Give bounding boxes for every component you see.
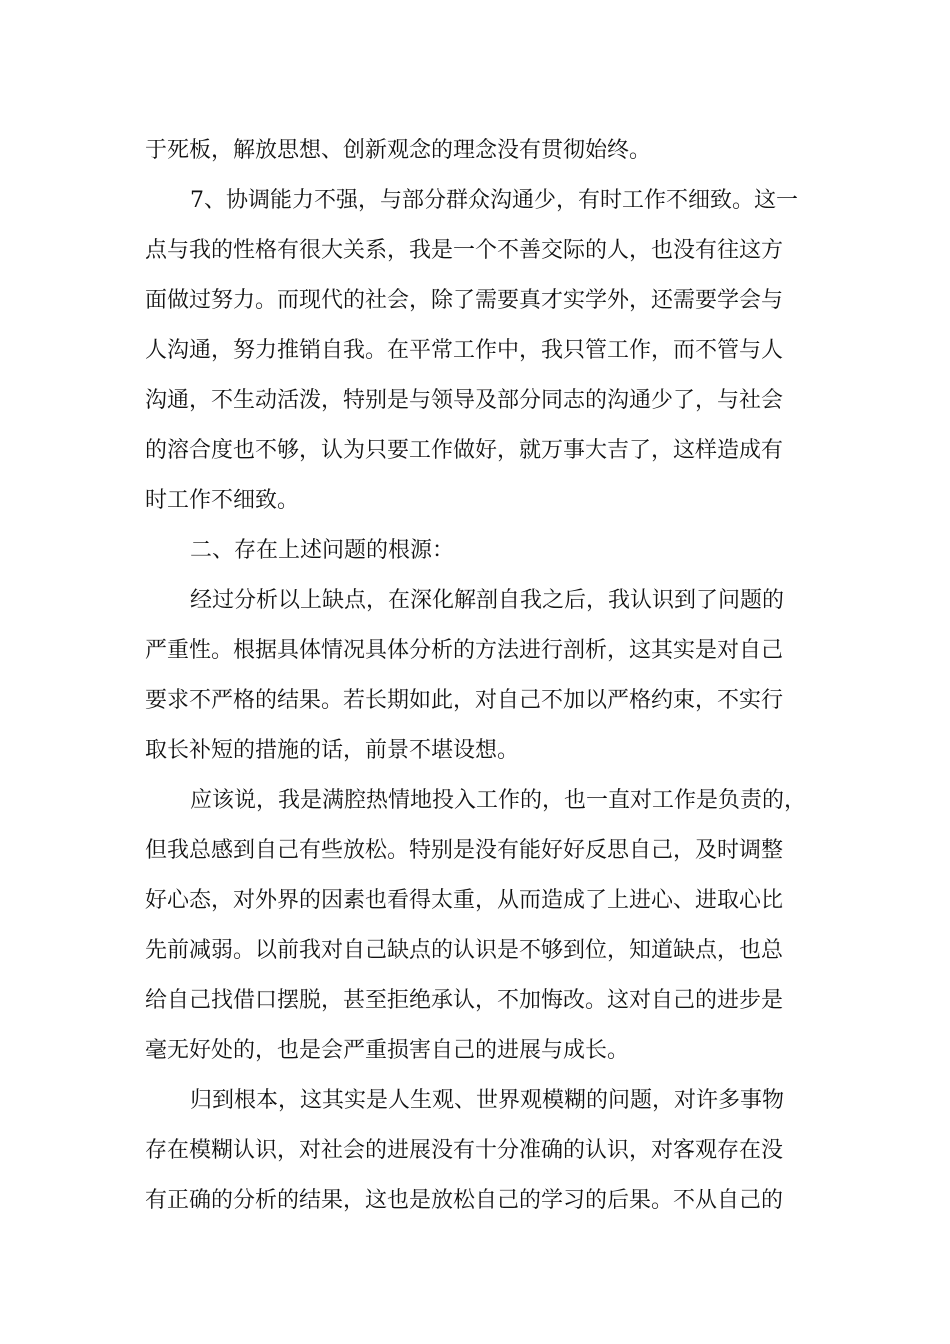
text-line: 给自己找借口摆脱，甚至拒绝承认，不加悔改。这对自己的进步是: [145, 988, 784, 1013]
text-line: 毫无好处的，也是会严重损害自己的进展与成长。: [145, 1038, 630, 1063]
text-line: 经过分析以上缺点，在深化解剖自我之后，我认识到了问题的: [190, 588, 785, 613]
text-line: 先前减弱。以前我对自己缺点的认识是不够到位，知道缺点，也总: [145, 938, 784, 963]
text-line: 好心态，对外界的因素也看得太重，从而造成了上进心、进取心比: [145, 888, 784, 913]
text-line: 归到根本，这其实是人生观、世界观模糊的问题，对许多事物: [190, 1088, 785, 1113]
text-line: 有正确的分析的结果，这也是放松自己的学习的后果。不从自己的: [145, 1188, 784, 1213]
text-line: 面做过努力。而现代的社会，除了需要真才实学外，还需要学会与: [145, 288, 784, 313]
text-line: 存在模糊认识，对社会的进展没有十分准确的认识，对客观存在没: [145, 1138, 784, 1163]
text-line: 要求不严格的结果。若长期如此，对自己不加以严格约束，不实行: [145, 688, 784, 713]
text-line: 于死板，解放思想、创新观念的理念没有贯彻始终。: [145, 138, 652, 163]
text-line: 取长补短的措施的话，前景不堪设想。: [145, 738, 520, 763]
text-line: 7、协调能力不强，与部分群众沟通少，有时工作不细致。这一: [190, 188, 798, 213]
text-line: 应该说，我是满腔热情地投入工作的，也一直对工作是负责的，: [190, 788, 807, 813]
text-line: 沟通，不生动活泼，特别是与领导及部分同志的沟通少了，与社会: [145, 388, 784, 413]
text-line: 严重性。根据具体情况具体分析的方法进行剖析，这其实是对自己: [145, 638, 784, 663]
text-line: 人沟通，努力推销自我。在平常工作中，我只管工作，而不管与人: [145, 338, 784, 363]
text-line: 的溶合度也不够，认为只要工作做好，就万事大吉了，这样造成有: [145, 438, 784, 463]
text-line: 点与我的性格有很大关系，我是一个不善交际的人，也没有往这方: [145, 238, 784, 263]
text-line: 时工作不细致。: [145, 488, 300, 513]
text-line: 但我总感到自己有些放松。特别是没有能好好反思自己，及时调整: [145, 838, 784, 863]
section-heading: 二、存在上述问题的根源：: [190, 538, 455, 563]
